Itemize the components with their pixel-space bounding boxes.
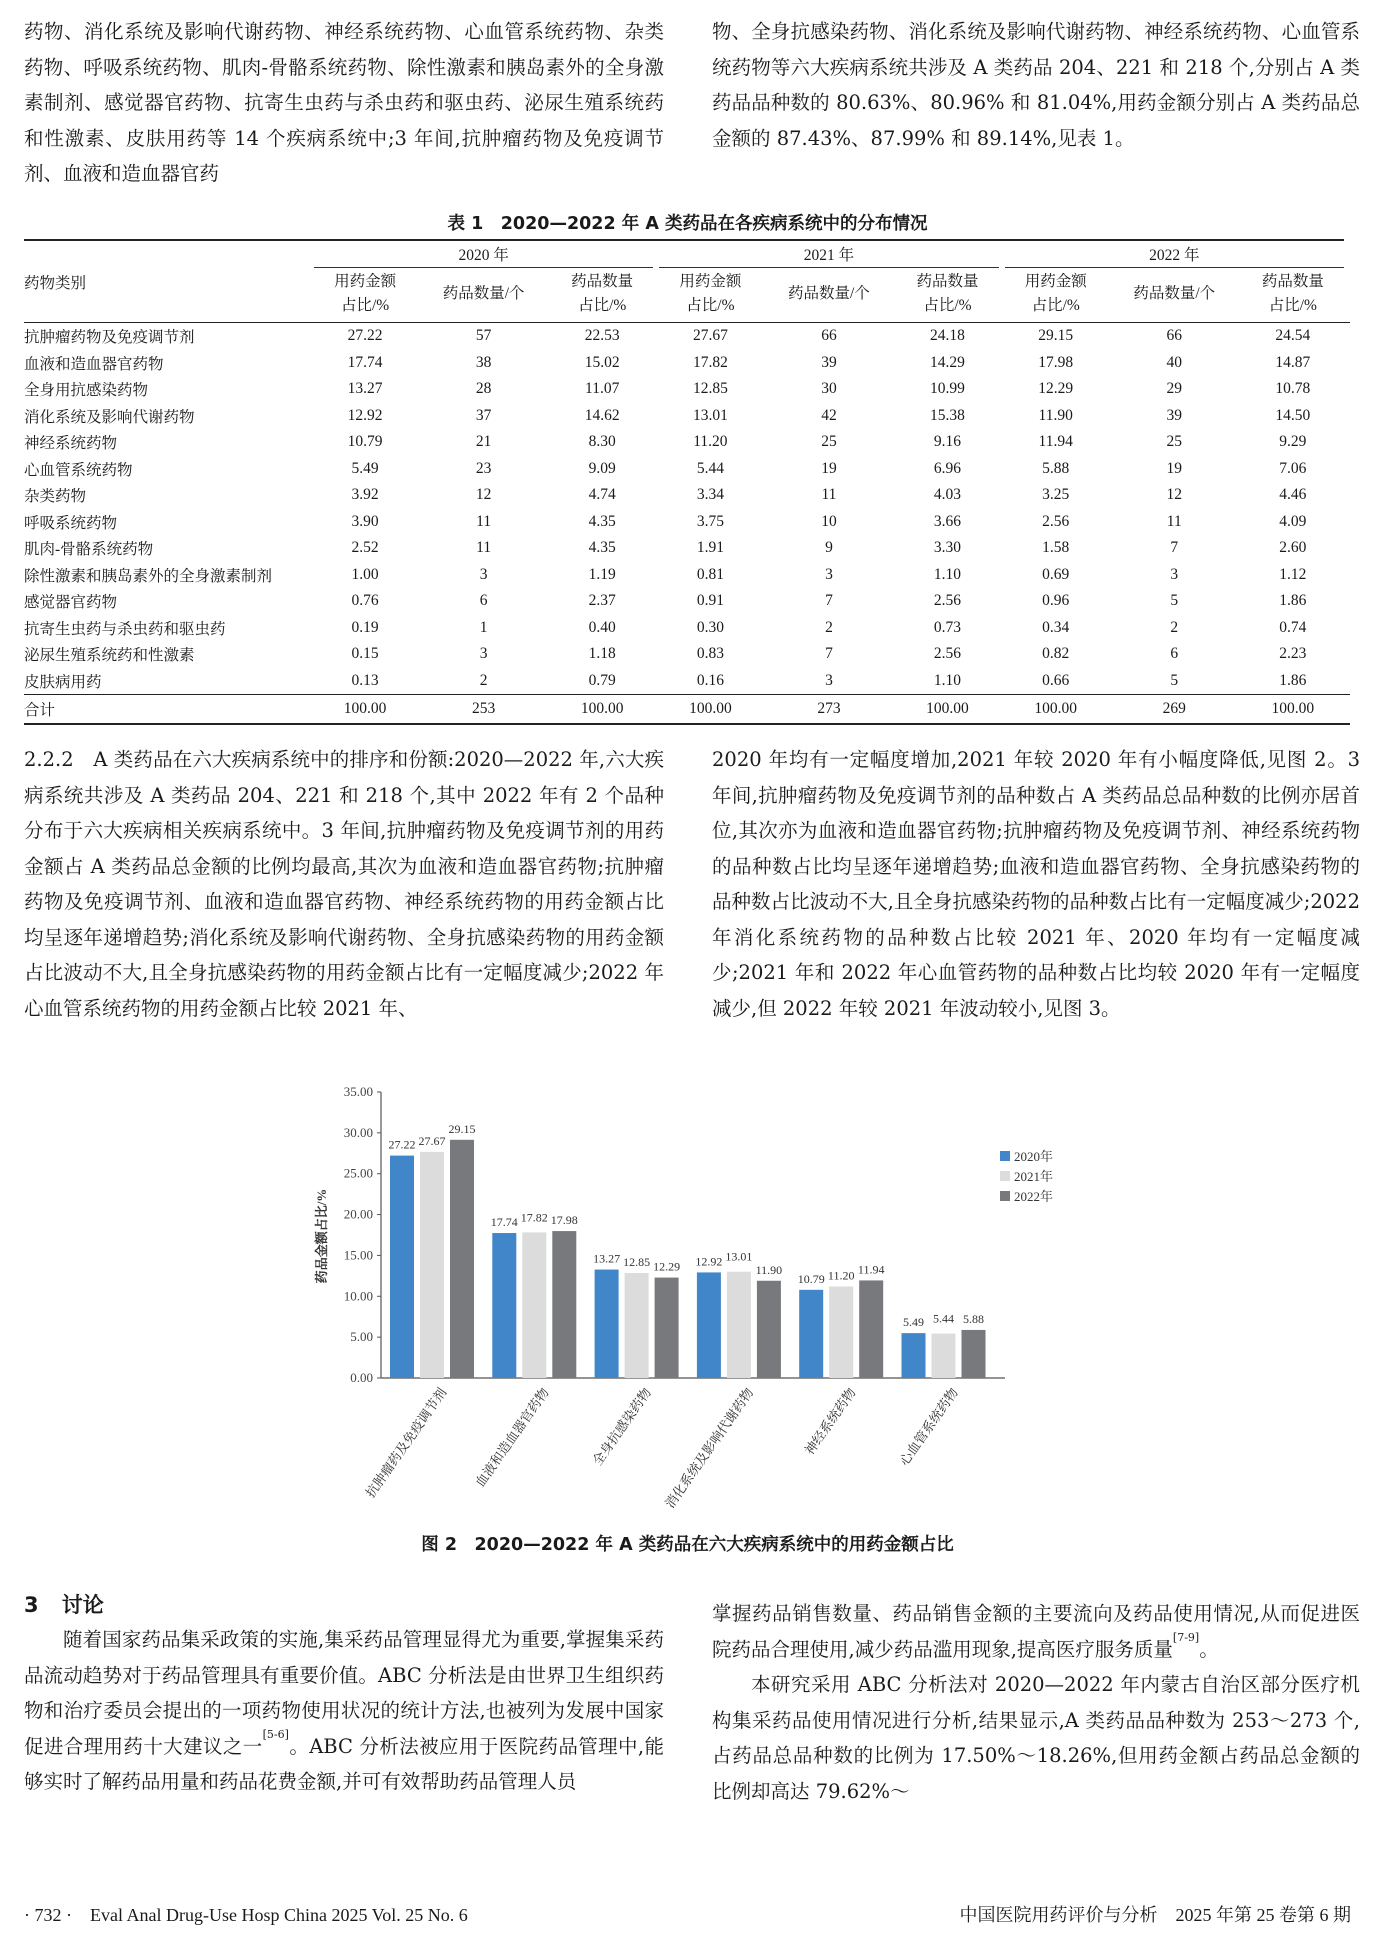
table-cell: 2.37 bbox=[588, 592, 616, 610]
bar bbox=[859, 1280, 883, 1378]
bar bbox=[655, 1278, 679, 1378]
table-cell: 12.92 bbox=[347, 406, 383, 424]
table-cell: 0.91 bbox=[696, 592, 724, 610]
text-run: 。 bbox=[1199, 1637, 1219, 1661]
bar bbox=[799, 1290, 823, 1378]
table-cell: 2 bbox=[825, 618, 833, 636]
bar bbox=[390, 1156, 414, 1378]
bar bbox=[522, 1232, 546, 1378]
paragraph: 药物、消化系统及影响代谢药物、神经系统药物、心血管系统药物、杂类药物、呼吸系统药物、肌肉-骨骼系统药物、除性激素和胰岛素外的全身激素制剂、感觉器官药物、抗寄生虫药与杀虫药和驱虫药、泌尿生殖系统药和性激素、皮肤用药等 14 个疾病系统中;3 年间,抗肿瘤药物及免疫调节剂、血液和造血器官药 bbox=[24, 20, 664, 185]
bar bbox=[552, 1231, 576, 1378]
table-cell: 1.86 bbox=[1279, 592, 1307, 610]
sub-header-count: 药品数量/个 bbox=[762, 268, 897, 323]
footer-right: 中国医院用药评价与分析 2025 年第 25 卷第 6 期 bbox=[959, 1905, 1351, 1925]
y-axis-label: 药品金额占比/% bbox=[314, 1188, 329, 1284]
bar bbox=[932, 1334, 956, 1378]
table-cell: 2.60 bbox=[1279, 539, 1307, 557]
table-cell: 0.34 bbox=[1042, 618, 1070, 636]
table-cell: 3.66 bbox=[933, 512, 962, 530]
table-cell: 3 bbox=[825, 671, 833, 689]
citation[interactable]: [5-6] bbox=[262, 1727, 289, 1741]
table-cell: 11 bbox=[821, 486, 837, 504]
category-name: 除性激素和胰岛素外的全身激素制剂 bbox=[24, 567, 273, 585]
data-label: 13.27 bbox=[593, 1251, 621, 1266]
text-run: 随着国家药品集采政策的实施,集采药品管理显得尤为重要,掌握集采药品流动趋势对于药品管理具有重要价值。ABC 分析法是由世界卫生组织药物和治疗委员会提出的一项药物使用状况的统计方法,也被列为发展中国家促进合理用药十大建议之一 bbox=[24, 1628, 664, 1758]
year-header-2021: 2021 年 bbox=[659, 241, 998, 268]
table-cell: 8.30 bbox=[588, 433, 616, 451]
section-number: 3 bbox=[24, 1593, 39, 1617]
category-name: 泌尿生殖系统药和性激素 bbox=[24, 647, 195, 665]
table-row bbox=[24, 482, 1350, 509]
table-cell: 13.01 bbox=[692, 406, 728, 424]
table-cell: 11 bbox=[1166, 512, 1182, 530]
table-cell: 0.16 bbox=[696, 671, 724, 689]
paragraph bbox=[712, 1596, 1360, 1667]
table-total-row bbox=[24, 695, 1350, 725]
table-cell: 1.18 bbox=[588, 645, 616, 663]
table-cell: 0.66 bbox=[1042, 671, 1070, 689]
table-cell: 0.82 bbox=[1042, 645, 1070, 663]
table-cell: 30 bbox=[821, 380, 837, 398]
data-label: 12.29 bbox=[653, 1259, 681, 1274]
table-cell: 0.96 bbox=[1042, 592, 1070, 610]
table-cell: 0.15 bbox=[351, 645, 379, 663]
gap bbox=[1344, 615, 1350, 642]
table-cell: 4.09 bbox=[1279, 512, 1307, 530]
section-title: 讨论 bbox=[61, 1593, 104, 1617]
table-cell: 0.40 bbox=[588, 618, 616, 636]
paragraph: 2.2.2 A 类药品在六大疾病系统中的排序和份额:2020—2022 年,六大疾病系统共涉及 A 类药品 204、221 和 218 个,其中 2022 年有 2 个品种分布于六大疾病相关疾病系统中。3 年间,抗肿瘤药物及免疫调节剂的用药金额占 A 类药品总金额的比例均最高,其次为血液和造血器官药物;抗肿瘤药物及免疫调节剂、血液和造血器官药物、神经系统药物的用药金额占比均呈逐年递增趋势;消化系统及影响代谢药物、全身抗感染药物的用药金额占比波动不大,且全身抗感染药物的用药金额占比有一定幅度减少;2022 年心血管系统药物的用药金额占比较 2021 年、 bbox=[24, 748, 664, 1020]
table-cell: 100.00 bbox=[1005, 695, 1107, 725]
table-cell: 3.30 bbox=[933, 539, 962, 557]
table-cell: 100.00 bbox=[659, 695, 761, 725]
table-cell: 7 bbox=[825, 592, 833, 610]
table-cell: 100.00 bbox=[551, 695, 653, 725]
table-cell: 24.54 bbox=[1275, 327, 1311, 345]
sub-header-amount-share bbox=[314, 268, 416, 323]
category-label: 全身抗感染药物 bbox=[589, 1385, 655, 1469]
y-tick-label: 35.00 bbox=[343, 1084, 373, 1099]
text-run: 掌握药品销售数量、药品销售金额的主要流向及药品使用情况,从而促进医院药品合理使用,减少药品滥用现象,提高医疗服务质量 bbox=[712, 1602, 1360, 1661]
footer-left: · 732 · Eval Anal Drug-Use Hosp China 2025 Vol. 25 No. 6 bbox=[24, 1905, 468, 1925]
table-cell: 5.44 bbox=[696, 459, 724, 477]
data-label: 5.44 bbox=[933, 1311, 954, 1326]
discussion-left bbox=[24, 1588, 664, 1800]
bar bbox=[697, 1272, 721, 1378]
header-line: 药品数量 bbox=[916, 273, 979, 290]
table-cell: 37 bbox=[475, 406, 492, 424]
table-cell: 3.25 bbox=[1042, 486, 1070, 504]
header-line: 占比/% bbox=[923, 297, 972, 314]
category-name: 心血管系统药物 bbox=[24, 461, 133, 479]
gap bbox=[1344, 350, 1350, 377]
table-cell: 1.58 bbox=[1042, 539, 1070, 557]
table-cell: 21 bbox=[475, 433, 492, 451]
table-cell: 3.34 bbox=[696, 486, 724, 504]
data-label: 29.15 bbox=[448, 1121, 476, 1136]
table-cell: 11.07 bbox=[585, 380, 620, 398]
data-label: 27.67 bbox=[418, 1133, 446, 1148]
bar bbox=[492, 1233, 516, 1378]
data-label: 13.01 bbox=[725, 1249, 753, 1264]
table-cell: 22.53 bbox=[584, 327, 620, 345]
table-cell: 273 bbox=[762, 695, 897, 725]
table-cell: 2 bbox=[1170, 618, 1179, 636]
data-label: 11.20 bbox=[827, 1268, 855, 1283]
y-tick-label: 20.00 bbox=[343, 1206, 373, 1222]
table-row bbox=[24, 350, 1350, 377]
header-line: 药品数量 bbox=[1261, 273, 1324, 290]
table-cell: 15.38 bbox=[930, 406, 965, 424]
bar bbox=[625, 1273, 649, 1378]
category-name: 神经系统药物 bbox=[24, 435, 118, 453]
table-cell: 10.79 bbox=[347, 433, 383, 451]
table-cell: 3.75 bbox=[696, 512, 724, 530]
table-cell: 6.96 bbox=[933, 459, 962, 477]
bar bbox=[829, 1286, 853, 1378]
table-cell: 23 bbox=[475, 459, 492, 477]
table-cell: 1.00 bbox=[351, 565, 379, 583]
table-row bbox=[24, 376, 1350, 403]
bar bbox=[962, 1330, 986, 1378]
table-cell: 100.00 bbox=[896, 695, 998, 725]
gap bbox=[1344, 323, 1350, 350]
bar bbox=[727, 1272, 751, 1378]
table-cell: 0.83 bbox=[696, 645, 724, 663]
legend-swatch bbox=[1000, 1151, 1010, 1161]
data-label: 5.49 bbox=[903, 1315, 924, 1330]
data-label: 11.90 bbox=[755, 1262, 783, 1277]
category-label: 抗肿瘤药及免疫调节剂 bbox=[362, 1385, 450, 1501]
header-line: 占比/% bbox=[1268, 297, 1317, 314]
table-cell: 66 bbox=[1166, 327, 1182, 345]
gap bbox=[1344, 535, 1350, 562]
table-cell: 3 bbox=[825, 565, 833, 583]
gap bbox=[1344, 509, 1350, 536]
y-tick-label: 15.00 bbox=[343, 1247, 373, 1263]
table-cell: 4.74 bbox=[588, 486, 616, 504]
category-name: 杂类药物 bbox=[24, 488, 87, 506]
category-name: 消化系统及影响代谢药物 bbox=[24, 408, 195, 426]
table-cell: 38 bbox=[475, 353, 492, 371]
table-row bbox=[24, 668, 1350, 695]
year-header-2020: 2020 年 bbox=[314, 241, 653, 268]
sub-header-count-share bbox=[551, 268, 653, 323]
table-cell: 1.86 bbox=[1279, 671, 1307, 689]
y-tick-label: 5.00 bbox=[350, 1329, 373, 1345]
category-name: 全身用抗感染药物 bbox=[24, 382, 149, 400]
table-cell: 7.06 bbox=[1279, 459, 1307, 477]
table-cell: 6 bbox=[479, 592, 488, 610]
table-cell: 39 bbox=[1166, 406, 1182, 424]
category-name: 抗寄生虫药与杀虫药和驱虫药 bbox=[24, 620, 226, 638]
table-cell: 2.56 bbox=[1042, 512, 1070, 530]
distribution-table bbox=[24, 239, 1350, 725]
bar bbox=[757, 1281, 781, 1378]
table-cell: 11.94 bbox=[1038, 433, 1073, 451]
table-cell: 14.50 bbox=[1275, 406, 1311, 424]
table-caption: 表 1 2020—2022 年 A 类药品在各疾病系统中的分布情况 bbox=[447, 214, 928, 234]
table-cell: 42 bbox=[821, 406, 837, 424]
category-name: 合计 bbox=[24, 695, 314, 725]
table-cell: 29 bbox=[1166, 380, 1182, 398]
y-tick-label: 25.00 bbox=[343, 1165, 373, 1181]
header-line: 用药金额 bbox=[679, 273, 742, 290]
table-cell: 2.56 bbox=[933, 592, 962, 610]
table-row bbox=[24, 456, 1350, 483]
table-cell: 4.03 bbox=[933, 486, 962, 504]
table-cell: 5 bbox=[1170, 592, 1179, 610]
table-cell: 12.29 bbox=[1038, 380, 1074, 398]
table-cell: 15.02 bbox=[584, 353, 620, 371]
table-cell: 3.92 bbox=[351, 486, 379, 504]
table-cell: 1.12 bbox=[1279, 565, 1307, 583]
table-cell: 24.18 bbox=[930, 327, 965, 345]
table-cell: 4.46 bbox=[1279, 486, 1307, 504]
category-name: 感觉器官药物 bbox=[24, 594, 118, 612]
sub-header-count: 药品数量/个 bbox=[416, 268, 551, 323]
table-cell: 14.62 bbox=[584, 406, 620, 424]
table-cell: 12.85 bbox=[692, 380, 728, 398]
table-row bbox=[24, 509, 1350, 536]
table-cell: 9.09 bbox=[588, 459, 616, 477]
table-cell: 11 bbox=[476, 539, 492, 557]
table-cell: 27.67 bbox=[692, 327, 728, 345]
table-row bbox=[24, 562, 1350, 589]
paragraph: 物、全身抗感染药物、消化系统及影响代谢药物、神经系统药物、心血管系统药物等六大疾病系统共涉及 A 类药品 204、221 和 218 个,分别占 A 类药品品种数的 80.63%、80.96% 和 81.04%,用药金额分别占 A 类药品总金额的 87.43%、87.99% 和 89.14%,见表 1。 bbox=[712, 20, 1360, 150]
table-cell: 7 bbox=[825, 645, 833, 663]
legend-swatch bbox=[1000, 1191, 1010, 1201]
header-line: 用药金额 bbox=[334, 273, 397, 290]
table-cell: 0.73 bbox=[933, 618, 962, 636]
table-row bbox=[24, 323, 1350, 350]
header-line: 占比/% bbox=[578, 297, 627, 314]
row-header: 药物类别 bbox=[24, 241, 314, 323]
legend-swatch bbox=[1000, 1171, 1010, 1181]
table-cell: 17.74 bbox=[347, 353, 383, 371]
table-cell: 0.19 bbox=[351, 618, 379, 636]
citation[interactable]: [7-9] bbox=[1172, 1630, 1200, 1644]
top-paragraph-right bbox=[712, 14, 1360, 156]
gap bbox=[1344, 695, 1350, 725]
gap bbox=[1344, 403, 1350, 430]
table-cell: 3 bbox=[479, 645, 488, 663]
table-cell: 1.10 bbox=[933, 565, 962, 583]
category-label: 血液和造血器官药物 bbox=[472, 1385, 552, 1490]
gap bbox=[1344, 641, 1350, 668]
table-cell: 12 bbox=[1166, 486, 1182, 504]
bar bbox=[902, 1333, 926, 1378]
bar bbox=[595, 1270, 619, 1378]
legend-label: 2021年 bbox=[1014, 1169, 1054, 1184]
category-label: 消化系统及影响代谢药物 bbox=[662, 1385, 757, 1511]
section-222-right bbox=[712, 742, 1360, 1026]
table-cell: 13.27 bbox=[347, 380, 383, 398]
table-cell: 4.35 bbox=[588, 539, 616, 557]
gap bbox=[1344, 588, 1350, 615]
table-row bbox=[24, 641, 1350, 668]
table-cell: 3 bbox=[479, 565, 488, 583]
category-name: 抗肿瘤药物及免疫调节剂 bbox=[24, 329, 195, 347]
sub-header-amount-share bbox=[659, 268, 761, 323]
paragraph: 2020 年均有一定幅度增加,2021 年较 2020 年有小幅度降低,见图 2。3 年间,抗肿瘤药物及免疫调节剂的品种数占 A 类药品总品种数的比例亦居首位,其次亦为血液和造血器官药物;抗肿瘤药物及免疫调节剂、神经系统药物的品种数占比均呈逐年递增趋势;血液和造血器官药物、全身抗感染药物的品种数占比波动不大,且全身抗感染药物的品种数占比有一定幅度减少;2022 年消化系统药物的品种数占比较 2021 年、2020 年均有一定幅度减少;2021 年和 2022 年心血管药物的品种数占比均较 2020 年有一定幅度减少,但 2022 年较 2021 年波动较小,见图 3。 bbox=[712, 748, 1360, 1020]
year-header-2022: 2022 年 bbox=[1005, 241, 1344, 268]
data-label: 12.92 bbox=[695, 1254, 723, 1269]
table-cell: 17.82 bbox=[692, 353, 728, 371]
header-line: 占比/% bbox=[341, 297, 390, 314]
data-label: 27.22 bbox=[388, 1137, 416, 1152]
table-cell: 19 bbox=[1166, 459, 1182, 477]
category-name: 肌肉-骨骼系统药物 bbox=[24, 541, 154, 559]
table-cell: 0.76 bbox=[351, 592, 379, 610]
data-label: 17.82 bbox=[520, 1210, 548, 1225]
table-cell: 27.22 bbox=[347, 327, 383, 345]
table-cell: 40 bbox=[1166, 353, 1182, 371]
legend-label: 2022年 bbox=[1014, 1189, 1054, 1204]
table-cell: 14.29 bbox=[930, 353, 965, 371]
y-tick-label: 0.00 bbox=[350, 1370, 373, 1385]
data-label: 10.79 bbox=[797, 1271, 825, 1286]
table-cell: 269 bbox=[1107, 695, 1242, 725]
table-cell: 28 bbox=[475, 380, 492, 398]
table-cell: 1 bbox=[479, 618, 488, 636]
paragraph: 本研究采用 ABC 分析法对 2020—2022 年内蒙古自治区部分医疗机构集采药品使用情况进行分析,结果显示,A 类药品品种数为 253～273 个,占药品总品种数的比例为 17.50%～18.26%,但用药金额占药品总金额的比例却高达 79.62%～ bbox=[712, 1673, 1360, 1803]
legend-label: 2020年 bbox=[1014, 1149, 1054, 1164]
data-label: 12.85 bbox=[623, 1254, 651, 1269]
table-cell: 1.19 bbox=[588, 565, 616, 583]
section-heading bbox=[24, 1588, 664, 1622]
gap bbox=[1344, 429, 1350, 456]
table-cell: 7 bbox=[1170, 539, 1179, 557]
header-line: 占比/% bbox=[686, 297, 735, 314]
sub-header-count-share bbox=[896, 268, 998, 323]
data-label: 11.94 bbox=[857, 1262, 885, 1277]
category-name: 皮肤病用药 bbox=[24, 673, 102, 691]
text-run: 。ABC 分析法被应用于医院药品管理中,能够实时了解药品用量和药品花费金额,并可有效帮助药品管理人员 bbox=[24, 1734, 664, 1793]
table-cell: 10.99 bbox=[930, 380, 965, 398]
table-cell: 11.20 bbox=[693, 433, 728, 451]
table-cell: 1.91 bbox=[696, 539, 724, 557]
table-row bbox=[24, 588, 1350, 615]
bar-chart bbox=[0, 1080, 1375, 1520]
table-cell: 2 bbox=[479, 671, 488, 689]
data-label: 17.98 bbox=[550, 1213, 578, 1228]
table-cell: 253 bbox=[416, 695, 551, 725]
table-cell: 25 bbox=[1166, 433, 1182, 451]
table-cell: 2.23 bbox=[1279, 645, 1307, 663]
sub-header-count-share bbox=[1242, 268, 1344, 323]
table-cell: 3 bbox=[1170, 565, 1179, 583]
paragraph bbox=[24, 1622, 664, 1800]
table-cell: 3.90 bbox=[351, 512, 379, 530]
table-row bbox=[24, 535, 1350, 562]
table-cell: 5 bbox=[1170, 671, 1179, 689]
header-line: 用药金额 bbox=[1024, 273, 1087, 290]
table-cell: 9 bbox=[825, 539, 833, 557]
table-cell: 9.29 bbox=[1279, 433, 1307, 451]
table-row bbox=[24, 429, 1350, 456]
table-cell: 6 bbox=[1170, 645, 1179, 663]
bar bbox=[450, 1140, 474, 1378]
header-line: 占比/% bbox=[1031, 297, 1080, 314]
figure-caption: 图 2 2020—2022 年 A 类药品在六大疾病系统中的用药金额占比 bbox=[421, 1535, 954, 1555]
gap bbox=[1344, 668, 1350, 695]
gap bbox=[1344, 268, 1350, 323]
data-label: 5.88 bbox=[963, 1311, 984, 1326]
gap bbox=[1344, 376, 1350, 403]
category-label: 心血管系统药物 bbox=[896, 1385, 961, 1469]
table-cell: 12 bbox=[475, 486, 492, 504]
table-cell: 17.98 bbox=[1038, 353, 1074, 371]
table-cell: 29.15 bbox=[1038, 327, 1074, 345]
y-tick-label: 10.00 bbox=[343, 1288, 373, 1304]
category-name: 血液和造血器官药物 bbox=[24, 355, 164, 373]
table-cell: 100.00 bbox=[1242, 695, 1344, 725]
table-cell: 10.78 bbox=[1275, 380, 1311, 398]
table-cell: 9.16 bbox=[933, 433, 962, 451]
table-cell: 2.56 bbox=[933, 645, 962, 663]
discussion-right bbox=[712, 1596, 1360, 1809]
gap bbox=[1344, 456, 1350, 483]
table-cell: 25 bbox=[821, 433, 837, 451]
header-line: 药品数量 bbox=[571, 273, 634, 290]
data-label: 17.74 bbox=[490, 1215, 518, 1230]
table-cell: 14.87 bbox=[1275, 353, 1311, 371]
gap bbox=[1344, 482, 1350, 509]
table-cell: 5.88 bbox=[1042, 459, 1070, 477]
section-222-left bbox=[24, 742, 664, 1026]
category-label: 神经系统药物 bbox=[801, 1385, 859, 1458]
table-cell: 66 bbox=[821, 327, 837, 345]
table-cell: 0.74 bbox=[1279, 618, 1307, 636]
table-cell: 11.90 bbox=[1038, 406, 1073, 424]
table-cell: 0.13 bbox=[351, 671, 379, 689]
table-cell: 0.69 bbox=[1042, 565, 1070, 583]
y-tick-label: 30.00 bbox=[343, 1124, 373, 1140]
table-cell: 100.00 bbox=[314, 695, 416, 725]
table-cell: 4.35 bbox=[588, 512, 616, 530]
category-name: 呼吸系统药物 bbox=[24, 514, 118, 532]
table-cell: 0.79 bbox=[588, 671, 616, 689]
table-cell: 1.10 bbox=[933, 671, 962, 689]
table-row bbox=[24, 615, 1350, 642]
sub-header-count: 药品数量/个 bbox=[1107, 268, 1242, 323]
table-cell: 10 bbox=[821, 512, 837, 530]
table-cell: 0.81 bbox=[696, 565, 724, 583]
gap bbox=[1344, 562, 1350, 589]
table-cell: 19 bbox=[821, 459, 837, 477]
top-paragraph-left bbox=[24, 14, 664, 192]
table-cell: 5.49 bbox=[351, 459, 379, 477]
table-cell: 0.30 bbox=[696, 618, 724, 636]
table-cell: 57 bbox=[475, 327, 492, 345]
sub-header-amount-share bbox=[1005, 268, 1107, 323]
table-cell: 11 bbox=[476, 512, 492, 530]
table-cell: 2.52 bbox=[351, 539, 379, 557]
bar bbox=[420, 1152, 444, 1378]
table-cell: 39 bbox=[821, 353, 837, 371]
table-row bbox=[24, 403, 1350, 430]
